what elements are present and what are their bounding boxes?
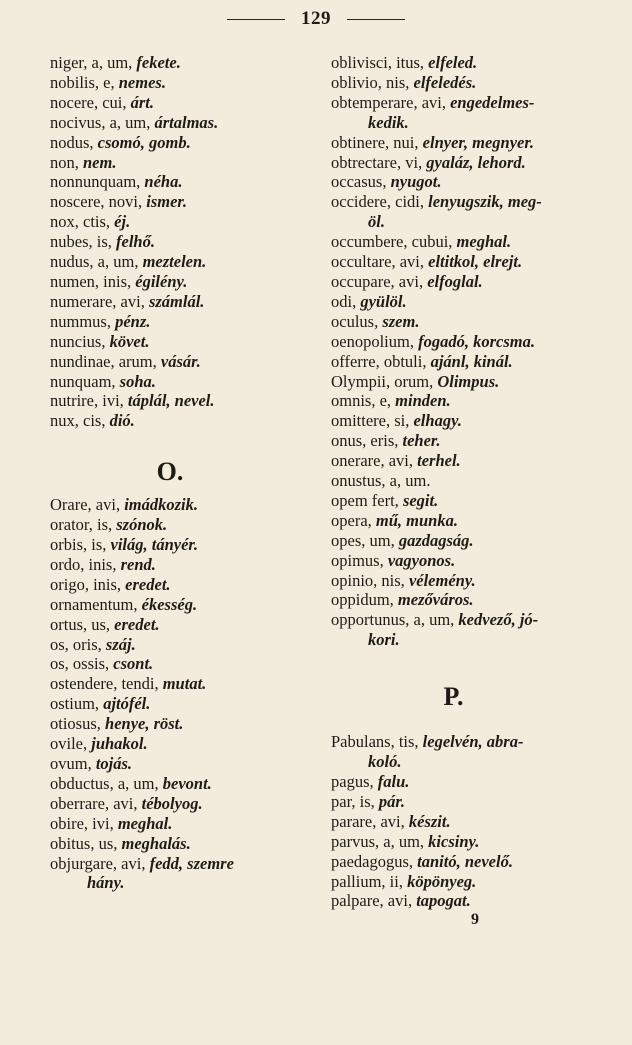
dictionary-entry bbox=[331, 491, 611, 511]
hungarian-translation: égilény. bbox=[135, 271, 188, 291]
left-column bbox=[50, 53, 312, 893]
latin-headword: pallium, ii, bbox=[331, 871, 408, 891]
dictionary-entry bbox=[331, 590, 611, 610]
hungarian-translation: ajánl, kinál. bbox=[430, 351, 513, 371]
latin-headword: odi, bbox=[331, 291, 361, 311]
hungarian-translation: fogadó, korcsma. bbox=[418, 331, 535, 351]
dictionary-entry bbox=[331, 113, 611, 133]
latin-headword: oblivisci, itus, bbox=[331, 53, 429, 72]
hungarian-translation: elfoglal. bbox=[427, 271, 483, 291]
latin-headword: nocere, cui, bbox=[50, 92, 131, 112]
hungarian-translation: hány. bbox=[87, 873, 125, 893]
latin-headword: opportunus, a, um, bbox=[331, 610, 459, 630]
latin-headword: ostendere, tendi, bbox=[50, 674, 163, 694]
latin-headword: palpare, avi, bbox=[331, 891, 417, 911]
hungarian-translation: elhagy. bbox=[413, 411, 462, 431]
dictionary-entry bbox=[50, 172, 312, 192]
latin-headword: onerare, avi, bbox=[331, 451, 418, 471]
hungarian-translation: terhel. bbox=[417, 451, 461, 471]
latin-headword: ordo, inis, bbox=[50, 554, 121, 574]
latin-headword: nonnunquam, bbox=[50, 172, 145, 192]
dictionary-entry bbox=[331, 752, 611, 772]
latin-headword: opem fert, bbox=[331, 490, 403, 510]
hungarian-translation: vásár. bbox=[160, 351, 201, 371]
section-letter-p: P. bbox=[443, 682, 464, 712]
latin-headword: occidere, cidi, bbox=[331, 192, 429, 212]
latin-headword: nubes, is, bbox=[50, 232, 116, 252]
latin-headword: occupare, avi, bbox=[331, 271, 428, 291]
hungarian-translation: soha. bbox=[119, 371, 156, 391]
hungarian-translation: felhő. bbox=[116, 232, 155, 252]
dictionary-entry bbox=[331, 133, 611, 153]
hungarian-translation: ajtófél. bbox=[103, 694, 151, 714]
hungarian-translation: segit. bbox=[402, 490, 439, 510]
dictionary-entry bbox=[331, 332, 611, 352]
hungarian-translation: elnyer, megnyer. bbox=[422, 132, 535, 152]
hungarian-translation: gyülöl. bbox=[360, 291, 407, 311]
dictionary-entry bbox=[331, 832, 611, 852]
dictionary-entry bbox=[50, 635, 312, 655]
latin-headword: omnis, e, bbox=[331, 391, 396, 411]
hungarian-translation: köpönyeg. bbox=[407, 871, 477, 891]
dictionary-entry bbox=[50, 814, 312, 834]
dictionary-entry bbox=[50, 411, 312, 431]
hungarian-translation: pár. bbox=[378, 791, 406, 811]
dictionary-entry bbox=[331, 451, 611, 471]
right-entries-o bbox=[331, 53, 611, 650]
hungarian-translation: Olimpus. bbox=[437, 371, 500, 391]
header-rule-left bbox=[227, 19, 285, 20]
dictionary-entry bbox=[331, 232, 611, 252]
dictionary-entry bbox=[331, 411, 611, 431]
latin-headword: paedagogus, bbox=[331, 851, 418, 871]
dictionary-entry bbox=[50, 694, 312, 714]
latin-headword: ovile, bbox=[50, 734, 92, 754]
latin-headword: occultare, avi, bbox=[331, 252, 429, 272]
latin-headword: nocivus, a, um, bbox=[50, 112, 155, 132]
hungarian-translation: számlál. bbox=[148, 291, 205, 311]
hungarian-translation: csomó, gomb. bbox=[97, 132, 191, 152]
latin-headword: nuncius, bbox=[50, 331, 110, 351]
latin-headword: occumbere, cubui, bbox=[331, 232, 457, 252]
dictionary-entry bbox=[331, 511, 611, 531]
latin-headword: opes, um, bbox=[331, 530, 399, 550]
latin-headword: ovum, bbox=[50, 754, 96, 773]
latin-headword: parare, avi, bbox=[331, 811, 409, 831]
hungarian-translation: henye, röst. bbox=[105, 714, 184, 734]
hungarian-translation: világ, tányér. bbox=[110, 535, 199, 555]
dictionary-entry bbox=[331, 732, 611, 752]
dictionary-entry bbox=[331, 571, 611, 591]
latin-headword: obductus, a, um, bbox=[50, 773, 163, 793]
hungarian-translation: meghalás. bbox=[121, 833, 191, 853]
hungarian-translation: elfeled. bbox=[428, 53, 478, 72]
hungarian-translation: fedd, szemre bbox=[149, 853, 234, 873]
dictionary-entry bbox=[50, 615, 312, 635]
dictionary-entry bbox=[50, 73, 312, 93]
hungarian-translation: árt. bbox=[130, 92, 155, 112]
latin-headword: nutrire, ivi, bbox=[50, 391, 128, 411]
latin-headword: oenopolium, bbox=[331, 331, 419, 351]
latin-headword: oculus, bbox=[331, 311, 383, 331]
hungarian-translation: bevont. bbox=[162, 773, 212, 793]
hungarian-translation: táplál, nevel. bbox=[127, 391, 215, 411]
latin-headword: nudus, a, um, bbox=[50, 252, 143, 272]
left-entries-o bbox=[50, 495, 312, 893]
latin-headword: obtinere, nui, bbox=[331, 132, 423, 152]
latin-headword: omittere, si, bbox=[331, 411, 414, 431]
latin-headword: nux, cis, bbox=[50, 411, 110, 431]
hungarian-translation: mutat. bbox=[162, 674, 207, 694]
dictionary-entry bbox=[50, 774, 312, 794]
dictionary-entry bbox=[50, 794, 312, 814]
hungarian-translation: vélemény. bbox=[408, 570, 476, 590]
dictionary-entry bbox=[50, 535, 312, 555]
latin-headword: ostium, bbox=[50, 694, 104, 714]
hungarian-translation: ismer. bbox=[146, 192, 188, 212]
dictionary-entry bbox=[50, 654, 312, 674]
latin-headword: nummus, bbox=[50, 311, 116, 331]
hungarian-translation: nemes. bbox=[118, 72, 166, 92]
hungarian-translation: lenyugszik, meg- bbox=[428, 192, 542, 212]
dictionary-entry bbox=[331, 471, 611, 491]
hungarian-translation: minden. bbox=[395, 391, 451, 411]
hungarian-translation: kicsiny. bbox=[428, 831, 480, 851]
latin-headword: otiosus, bbox=[50, 714, 106, 734]
dictionary-entry bbox=[331, 551, 611, 571]
dictionary-entry bbox=[331, 372, 611, 392]
latin-headword: occasus, bbox=[331, 172, 391, 192]
latin-headword: ornamentum, bbox=[50, 594, 142, 614]
dictionary-entry bbox=[50, 133, 312, 153]
hungarian-translation: eltitkol, elrejt. bbox=[428, 252, 523, 272]
latin-headword: onustus, a, um. bbox=[331, 471, 431, 491]
dictionary-entry bbox=[50, 555, 312, 575]
right-column bbox=[331, 53, 611, 929]
latin-headword: orator, is, bbox=[50, 515, 117, 535]
latin-headword: numerare, avi, bbox=[50, 291, 149, 311]
dictionary-entry bbox=[331, 192, 611, 212]
latin-headword: onus, eris, bbox=[331, 431, 403, 451]
dictionary-entry bbox=[331, 352, 611, 372]
dictionary-entry bbox=[331, 93, 611, 113]
latin-headword: nodus, bbox=[50, 132, 98, 152]
dictionary-entry bbox=[50, 495, 312, 515]
dictionary-entry bbox=[331, 272, 611, 292]
hungarian-translation: éj. bbox=[114, 212, 131, 232]
dictionary-entry bbox=[50, 575, 312, 595]
dictionary-entry bbox=[50, 372, 312, 392]
latin-headword: Orare, avi, bbox=[50, 495, 125, 515]
latin-headword: nox, ctis, bbox=[50, 212, 115, 232]
dictionary-entry bbox=[331, 431, 611, 451]
latin-headword: obitus, us, bbox=[50, 833, 122, 853]
hungarian-translation: koló. bbox=[368, 752, 402, 772]
hungarian-translation: öl. bbox=[368, 212, 385, 232]
dictionary-entry bbox=[50, 93, 312, 113]
hungarian-translation: készit. bbox=[408, 811, 451, 831]
dictionary-entry bbox=[331, 891, 611, 911]
dictionary-entry bbox=[331, 610, 611, 630]
hungarian-translation: fekete. bbox=[136, 53, 181, 72]
hungarian-translation: meghal. bbox=[117, 813, 173, 833]
header-rule-right bbox=[347, 19, 405, 20]
latin-headword: parvus, a, um, bbox=[331, 831, 429, 851]
dictionary-entry bbox=[50, 232, 312, 252]
dictionary-entry bbox=[50, 854, 312, 874]
hungarian-translation: követ. bbox=[109, 331, 150, 351]
latin-headword: oberrare, avi, bbox=[50, 793, 142, 813]
dictionary-entry bbox=[50, 674, 312, 694]
dictionary-entry bbox=[331, 630, 611, 650]
hungarian-translation: ékesség. bbox=[141, 594, 198, 614]
latin-headword: numen, inis, bbox=[50, 271, 136, 291]
dictionary-entry bbox=[331, 872, 611, 892]
dictionary-entry bbox=[50, 312, 312, 332]
dictionary-entry bbox=[50, 153, 312, 173]
hungarian-translation: csont. bbox=[113, 654, 154, 674]
latin-headword: oblivio, nis, bbox=[331, 72, 414, 92]
hungarian-translation: pénz. bbox=[115, 311, 151, 331]
hungarian-translation: mezőváros. bbox=[397, 590, 474, 610]
dictionary-entry bbox=[50, 754, 312, 774]
signature-mark: 9 bbox=[471, 911, 479, 929]
dictionary-entry bbox=[50, 113, 312, 133]
hungarian-translation: tojás. bbox=[95, 754, 133, 773]
dictionary-entry bbox=[50, 595, 312, 615]
page-number: 129 bbox=[301, 8, 331, 29]
latin-headword: noscere, novi, bbox=[50, 192, 147, 212]
latin-headword: opimus, bbox=[331, 550, 388, 570]
hungarian-translation: szem. bbox=[382, 311, 420, 331]
dictionary-entry bbox=[50, 272, 312, 292]
dictionary-entry bbox=[331, 772, 611, 792]
latin-headword: pagus, bbox=[331, 772, 378, 791]
hungarian-translation: teher. bbox=[402, 431, 441, 451]
hungarian-translation: mű, munka. bbox=[375, 510, 458, 530]
dictionary-entry bbox=[50, 292, 312, 312]
latin-headword: par, is, bbox=[331, 791, 379, 811]
dictionary-entry bbox=[331, 292, 611, 312]
latin-headword: nunquam, bbox=[50, 371, 120, 391]
hungarian-translation: nem. bbox=[83, 152, 117, 172]
hungarian-translation: kedvező, jó- bbox=[458, 610, 539, 630]
hungarian-translation: gazdagság. bbox=[398, 530, 474, 550]
dictionary-entry bbox=[50, 252, 312, 272]
dictionary-entry bbox=[50, 53, 312, 73]
hungarian-translation: meztelen. bbox=[142, 252, 207, 272]
latin-headword: oppidum, bbox=[331, 590, 398, 610]
dictionary-entry bbox=[50, 332, 312, 352]
hungarian-translation: nyugot. bbox=[390, 172, 442, 192]
hungarian-translation: dió. bbox=[109, 411, 135, 431]
latin-headword: opera, bbox=[331, 510, 376, 530]
hungarian-translation: kedik. bbox=[368, 112, 409, 132]
dictionary-entry bbox=[50, 734, 312, 754]
hungarian-translation: ártalmas. bbox=[154, 112, 219, 132]
dictionary-entry bbox=[331, 852, 611, 872]
latin-headword: Pabulans, tis, bbox=[331, 732, 423, 752]
hungarian-translation: gyaláz, lehord. bbox=[426, 152, 526, 172]
hungarian-translation: elfeledés. bbox=[413, 72, 477, 92]
latin-headword: nobilis, e, bbox=[50, 72, 119, 92]
dictionary-entry bbox=[331, 792, 611, 812]
latin-headword: ortus, us, bbox=[50, 614, 115, 634]
hungarian-translation: meghal. bbox=[456, 232, 512, 252]
hungarian-translation: imádkozik. bbox=[124, 495, 199, 515]
hungarian-translation: néha. bbox=[144, 172, 183, 192]
latin-headword: objurgare, avi, bbox=[50, 853, 150, 873]
page-header bbox=[0, 6, 632, 32]
dictionary-entry bbox=[331, 153, 611, 173]
dictionary-entry bbox=[331, 531, 611, 551]
latin-headword: obtrectare, vi, bbox=[331, 152, 427, 172]
dictionary-entry bbox=[331, 812, 611, 832]
hungarian-translation: juhakol. bbox=[91, 734, 148, 754]
hungarian-translation: engedelmes- bbox=[450, 92, 535, 112]
hungarian-translation: vagyonos. bbox=[387, 550, 456, 570]
dictionary-entry bbox=[331, 391, 611, 411]
hungarian-translation: tébolyog. bbox=[141, 793, 203, 813]
latin-headword: opinio, nis, bbox=[331, 570, 409, 590]
dictionary-entry bbox=[331, 172, 611, 192]
left-entries-n bbox=[50, 53, 312, 431]
latin-headword: niger, a, um, bbox=[50, 53, 137, 72]
dictionary-entry bbox=[331, 212, 611, 232]
latin-headword: offerre, obtuli, bbox=[331, 351, 431, 371]
hungarian-translation: legelvén, abra- bbox=[422, 732, 524, 752]
latin-headword: os, oris, bbox=[50, 634, 106, 654]
dictionary-entry bbox=[331, 73, 611, 93]
latin-headword: Olympii, orum, bbox=[331, 371, 438, 391]
hungarian-translation: falu. bbox=[377, 772, 410, 791]
latin-headword: nundinae, arum, bbox=[50, 351, 161, 371]
right-entries-p bbox=[331, 732, 611, 911]
latin-headword: orbis, is, bbox=[50, 535, 111, 555]
dictionary-entry bbox=[331, 53, 611, 73]
dictionary-entry bbox=[50, 352, 312, 372]
dictionary-entry bbox=[50, 714, 312, 734]
hungarian-translation: rend. bbox=[120, 554, 156, 574]
hungarian-translation: tanitó, nevelő. bbox=[417, 851, 513, 871]
latin-headword: obire, ivi, bbox=[50, 813, 118, 833]
latin-headword: os, ossis, bbox=[50, 654, 114, 674]
dictionary-entry bbox=[331, 252, 611, 272]
dictionary-entry bbox=[331, 312, 611, 332]
dictionary-entry bbox=[50, 515, 312, 535]
dictionary-entry bbox=[50, 212, 312, 232]
hungarian-translation: száj. bbox=[105, 634, 136, 654]
hungarian-translation: kori. bbox=[368, 630, 400, 650]
latin-headword: obtemperare, avi, bbox=[331, 92, 451, 112]
dictionary-entry bbox=[50, 834, 312, 854]
hungarian-translation: szónok. bbox=[116, 515, 168, 535]
dictionary-entry bbox=[50, 192, 312, 212]
dictionary-entry bbox=[50, 873, 312, 893]
dictionary-entry bbox=[50, 391, 312, 411]
latin-headword: origo, inis, bbox=[50, 574, 126, 594]
hungarian-translation: eredet. bbox=[114, 614, 160, 634]
hungarian-translation: eredet. bbox=[125, 574, 171, 594]
hungarian-translation: tapogat. bbox=[416, 891, 471, 911]
section-letter-o: O. bbox=[156, 457, 184, 487]
latin-headword: non, bbox=[50, 152, 83, 172]
